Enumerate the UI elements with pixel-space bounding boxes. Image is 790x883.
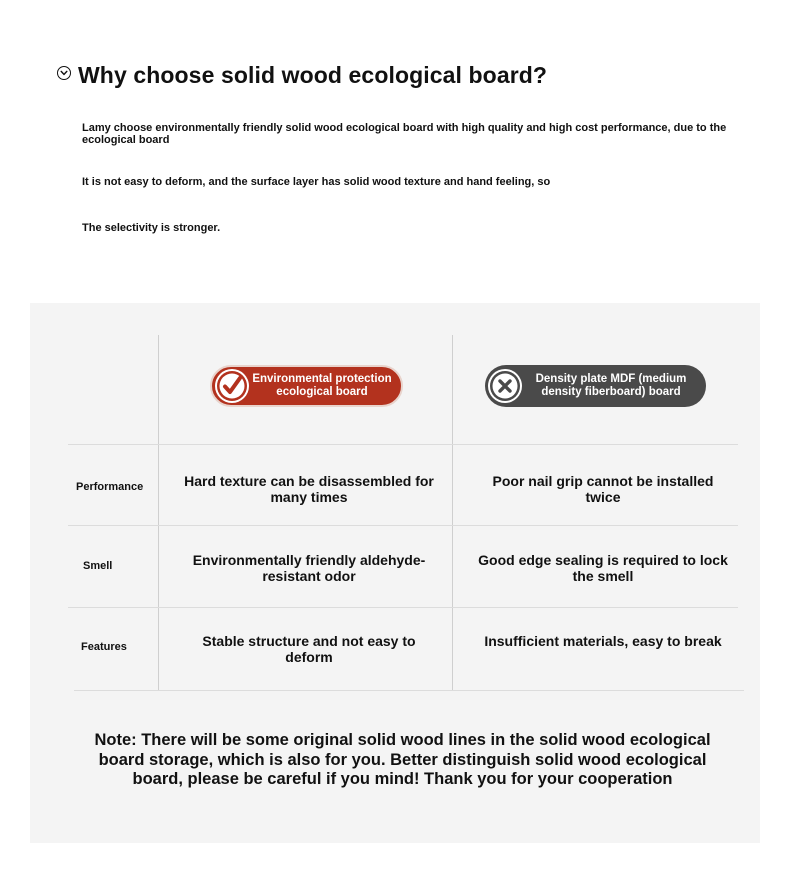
bad-cell-features: Insufficient materials, easy to break [484,633,722,649]
x-icon [488,369,522,403]
checkmark-icon [215,369,249,403]
row-label-smell: Smell [83,560,113,572]
intro-paragraph-1: Lamy choose environmentally friendly solid wood ecological board with high quality and high cost performance, due to the ecological board [82,122,727,146]
good-cell-features: Stable structure and not easy to deform [202,633,416,665]
intro-paragraph-2: It is not easy to deform, and the surface layer has solid wood texture and hand feeling, so [82,176,551,188]
good-cell-smell: Environmentally friendly aldehyde-resistant odor [192,552,426,584]
chevron-down-circle-icon [57,66,71,80]
bad-column-label: Density plate MDF (medium density fiberboard) board [535,373,687,398]
column-divider [452,335,453,691]
intro-paragraph-3: The selectivity is stronger. [82,222,221,234]
good-column-header [210,365,403,407]
page-title: Why choose solid wood ecological board? [78,62,548,88]
bad-column-header [485,365,706,407]
comparison-panel [30,303,760,843]
good-cell-performance: Hard texture can be disassembled for many times [184,473,434,505]
row-divider [68,525,738,526]
bad-cell-performance: Poor nail grip cannot be installed twice [492,473,714,505]
footnote: Note: There will be some original solid wood lines in the solid wood ecological board storage, which is also for you. Better distinguish solid wood ecological board, please be careful if you mind! Thank you for your cooperation [94,731,711,788]
row-divider [68,607,738,608]
row-divider [68,444,738,445]
row-label-features: Features [81,641,127,653]
column-divider [158,335,159,691]
section-heading [57,62,547,89]
row-label-performance: Performance [76,481,144,493]
good-column-label: Environmental protection ecological board [252,373,392,398]
bad-cell-smell: Good edge sealing is required to lock the smell [478,552,728,584]
row-divider [74,690,744,691]
